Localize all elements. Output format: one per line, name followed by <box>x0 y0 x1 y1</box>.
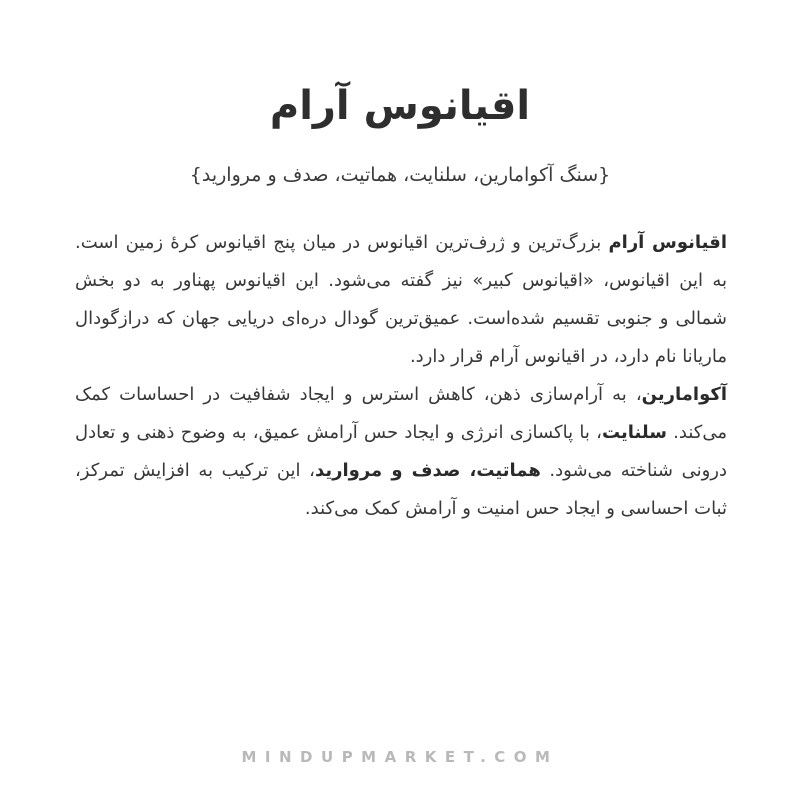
paragraph-text: ، با پاکسازی انرژی و ایجاد حس آرامش عمیق، به وضوح ذهنی و تعادل درونی شناخته می‌شود. <box>75 422 727 481</box>
footer-website: MINDUPMARKET.COM <box>241 748 559 766</box>
paragraph-text: بزرگ‌ترین و ژرف‌ترین اقیانوس در میان پنج اقیانوس کرهٔ زمین است. به این اقیانوس، «اقیانوس کبیر» نیز گفته می‌شود. این اقیانوس پهناور به دو بخش شمالی و جنوبی تقسیم شده‌است. عمیق‌ترین گودال دره‌ای دریایی جهان که درازگودال ماریانا نام دارد، در اقیانوس آرام قرار دارد. <box>75 232 727 367</box>
paragraph-text: ، به آرام‌سازی ذهن، کاهش استرس و ایجاد شفافیت در احساسات کمک می‌کند. <box>75 384 727 443</box>
page-subtitle: {سنگ آکوامارین، سلنایت، هماتیت، صدف و مروارید} <box>189 164 611 186</box>
term-selenite: سلنایت <box>601 422 667 443</box>
term-aquamarine: آکوامارین <box>641 384 727 405</box>
paragraph-stones <box>75 376 727 528</box>
paragraph-text: ، این ترکیب به افزایش تمرکز، ثبات احساسی و ایجاد حس امنیت و آرامش کمک می‌کند. <box>75 460 727 519</box>
page-title: اقیانوس آرام <box>269 83 531 129</box>
article-body <box>75 224 727 528</box>
term-hematite-shell-pearl: هماتیت، صدف و مروارید <box>314 460 541 481</box>
term-pacific-ocean: اقیانوس آرام <box>608 232 727 253</box>
paragraph-pacific-ocean <box>75 224 727 376</box>
